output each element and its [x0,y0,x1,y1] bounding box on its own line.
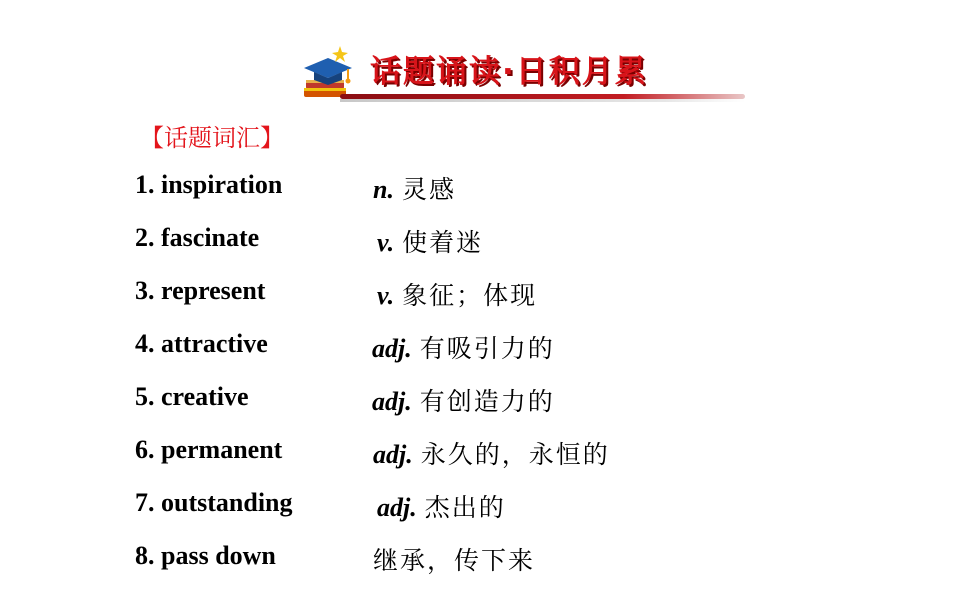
banner-underline-shadow [340,99,745,102]
vocab-row [135,488,835,541]
vocab-definition [372,382,555,418]
vocab-definition [373,541,535,577]
section-heading: 【话题词汇】 [140,124,284,152]
chinese-meaning: 继承，传下来 [373,546,536,575]
vocab-definition [372,329,555,365]
vocab-term: 3. represent [135,276,266,305]
part-of-speech: adj. [372,334,412,363]
vocab-row [135,276,835,329]
vocab-term: 4. attractive [135,329,268,358]
chinese-meaning: 使着迷 [402,228,484,257]
part-of-speech: n. [373,175,394,204]
vocab-row [135,329,835,382]
part-of-speech: v. [377,228,395,257]
chinese-meaning: 灵感 [401,175,456,204]
chinese-meaning: 有创造力的 [419,387,555,416]
section-banner [300,38,750,108]
banner-title: 话题诵读·日积月累 [370,54,648,90]
vocab-term: 2. fascinate [135,223,260,252]
vocab-term: 6. permanent [135,435,283,464]
chinese-meaning: 有吸引力的 [419,334,555,363]
part-of-speech: v. [377,281,395,310]
chinese-meaning: 杰出的 [424,493,506,522]
vocab-definition [373,170,456,206]
vocab-definition [377,276,537,312]
vocab-term: 1. inspiration [135,170,283,199]
chinese-meaning: 象征；体现 [402,281,538,310]
part-of-speech: adj. [377,493,417,522]
vocab-row [135,170,835,223]
part-of-speech: adj. [373,440,413,469]
part-of-speech: adj. [372,387,412,416]
vocab-row [135,382,835,435]
vocab-row [135,435,835,488]
vocab-definition [373,435,610,471]
vocab-term: 7. outstanding [135,488,293,517]
vocab-row [135,223,835,276]
vocab-term: 8. pass down [135,541,276,570]
vocab-term: 5. creative [135,382,249,411]
book-graduation-cap-icon [300,42,360,102]
chinese-meaning: 永久的，永恒的 [420,440,610,469]
vocab-list [135,170,835,594]
vocab-definition [377,223,483,259]
vocab-row [135,541,835,594]
vocab-definition [377,488,506,524]
